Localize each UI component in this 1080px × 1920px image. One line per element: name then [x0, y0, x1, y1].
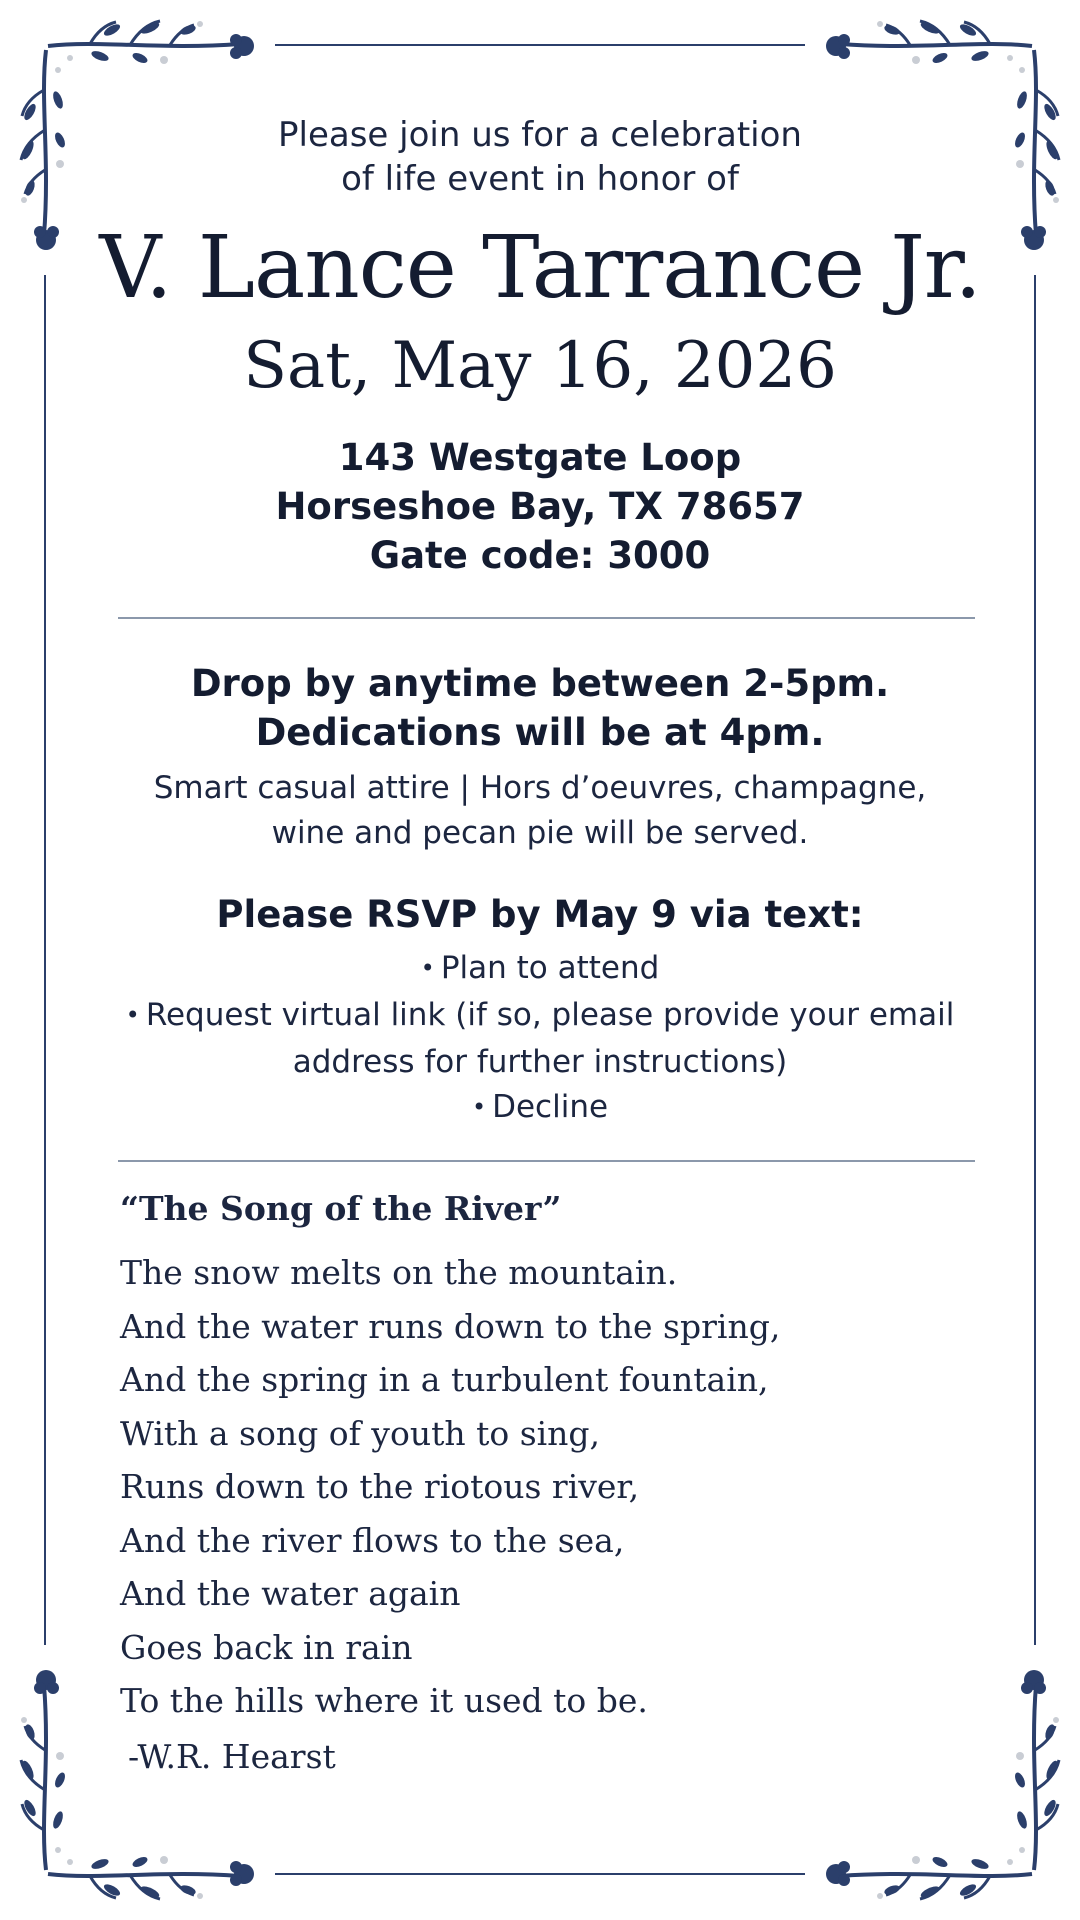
poem-title: “The Song of the River” [120, 1189, 562, 1228]
poem-line: To the hills where it used to be. [120, 1681, 648, 1720]
event-date: Sat, May 16, 2026 [243, 329, 837, 403]
poem-line: Goes back in rain [120, 1627, 413, 1667]
poem-line: And the spring in a turbulent fountain, [120, 1360, 769, 1399]
poem [120, 1186, 980, 1780]
honoree-name: V. Lance Tarrance Jr. [99, 218, 981, 318]
gate-code: Gate code: 3000 [369, 534, 711, 577]
address-line-1: 143 Westgate Loop [338, 436, 742, 479]
poem-line: And the water again [120, 1574, 461, 1613]
rsvp-option-virtual: • Request virtual link (if so, please provide your email address for further instructions) [60, 993, 1020, 1085]
attire-line-2: wine and pecan pie will be served. [271, 815, 809, 851]
poem-line: With a song of youth to sing, [120, 1413, 601, 1453]
rsvp-option-decline: • Decline [60, 1085, 1020, 1132]
address-line-2: Horseshoe Bay, TX 78657 [275, 485, 805, 528]
event-address [60, 433, 1020, 580]
attire-line-1: Smart casual attire | Hors d’oeuvres, champagne, [153, 770, 927, 806]
poem-line: And the water runs down to the spring, [120, 1306, 781, 1346]
poem-lines [120, 1246, 980, 1728]
intro-line-1: Please join us for a celebration [278, 115, 802, 155]
time-line-2: Dedications will be at 4pm. [255, 711, 825, 754]
poem-line: Runs down to the riotous river, [120, 1467, 640, 1506]
intro-text [60, 113, 1020, 201]
time-line-1: Drop by anytime between 2-5pm. [190, 662, 890, 705]
intro-line-2: of life event in honor of [341, 159, 739, 199]
attire-info [60, 766, 1020, 856]
rsvp-heading: Please RSVP by May 9 via text: [216, 893, 864, 936]
poem-line: And the river flows to the sea, [120, 1520, 625, 1560]
poem-line: The snow melts on the mountain. [120, 1253, 678, 1292]
poem-author: -W.R. Hearst [128, 1736, 336, 1776]
rsvp-option-attend: • Plan to attend [60, 946, 1020, 993]
rsvp-options [60, 946, 1020, 1132]
event-times [60, 659, 1020, 757]
